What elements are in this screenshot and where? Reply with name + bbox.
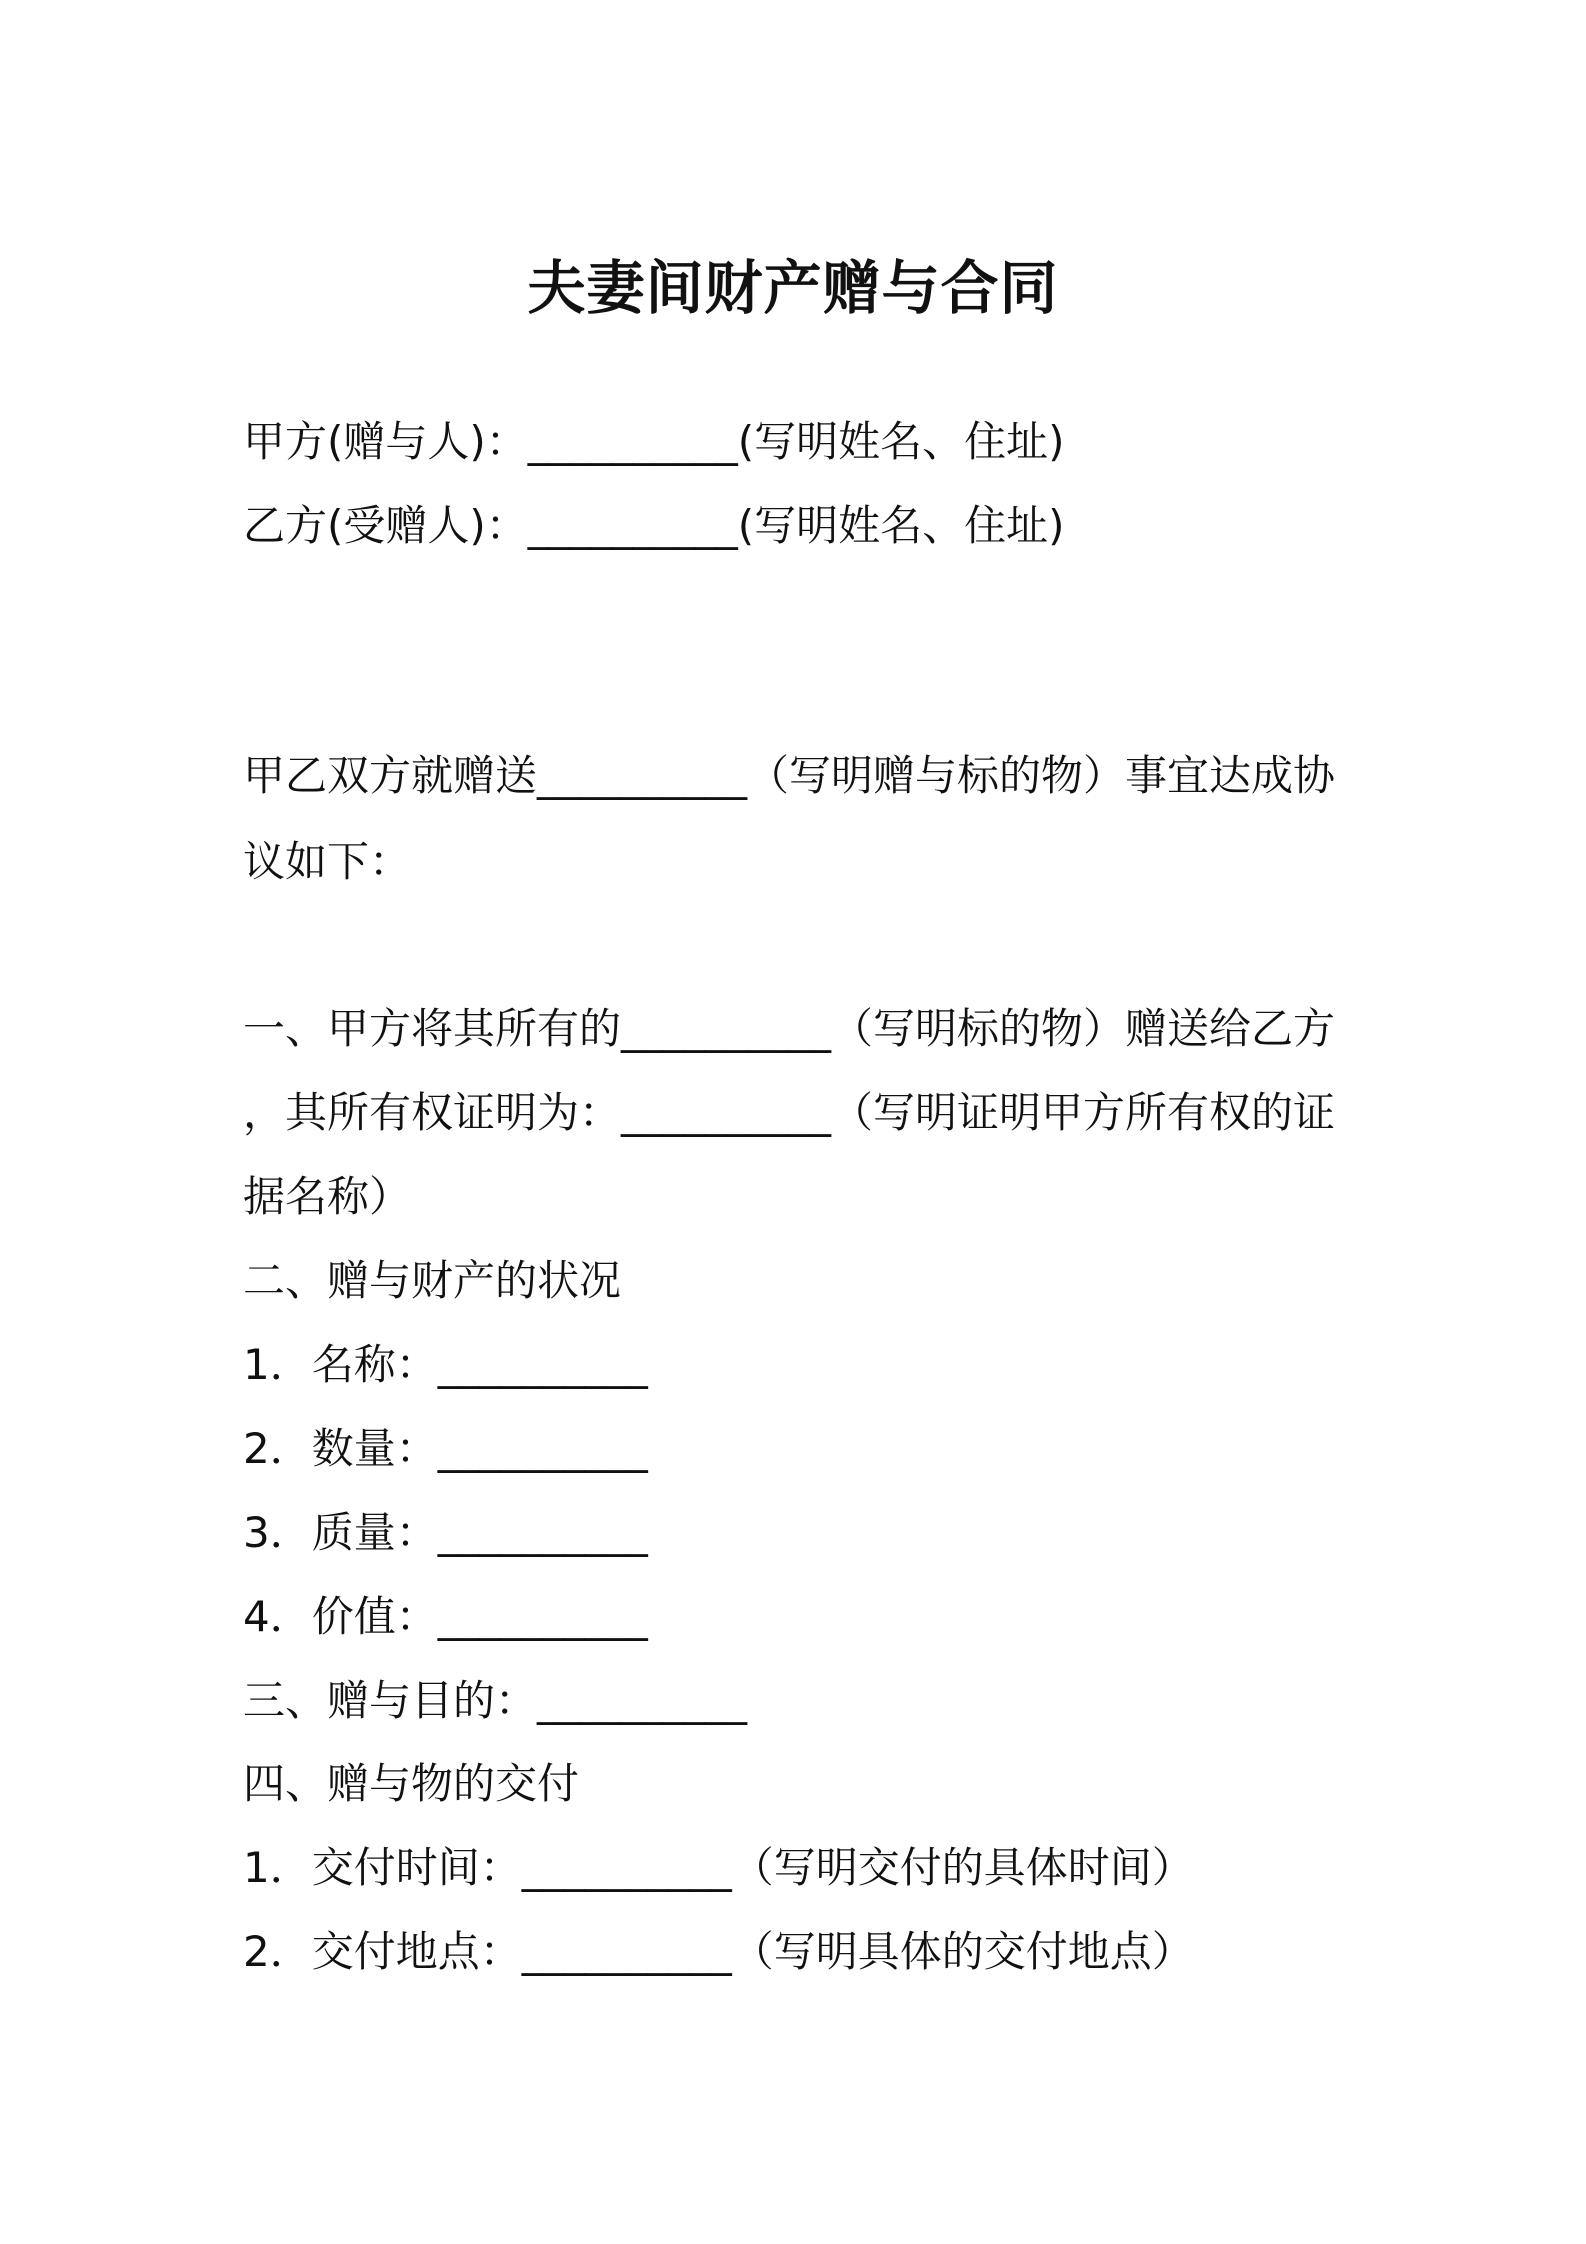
clause-1-line-1: 一、甲方将其所有的__________（写明标的物）赠送给乙方 xyxy=(243,1004,1336,1053)
party-b-line: 乙方(受赠人)：__________(写明姓名、住址) xyxy=(243,501,1065,550)
clause-2-heading: 二、赠与财产的状况 xyxy=(243,1256,622,1305)
party-a-line: 甲方(赠与人)：__________(写明姓名、住址) xyxy=(243,417,1065,466)
clause-2-item-value: 4．价值：__________ xyxy=(243,1592,648,1641)
clause-1-line-3: 据名称） xyxy=(243,1172,412,1221)
clause-2-item-quantity: 2．数量：__________ xyxy=(243,1424,648,1473)
document-title: 夫妻间财产赠与合同 xyxy=(527,254,1059,322)
intro-line-1: 甲乙双方就赠送__________（写明赠与标的物）事宜达成协 xyxy=(243,751,1336,800)
clause-4-heading: 四、赠与物的交付 xyxy=(243,1759,580,1808)
clause-2-item-name: 1．名称：__________ xyxy=(243,1340,648,1389)
clause-4-item-time: 1．交付时间：__________（写明交付的具体时间） xyxy=(243,1843,1194,1892)
clause-1-line-2: ，其所有权证明为：__________（写明证明甲方所有权的证 xyxy=(243,1088,1336,1137)
intro-line-2: 议如下： xyxy=(243,837,412,886)
clause-2-item-quality: 3．质量：__________ xyxy=(243,1508,648,1557)
clause-3-line: 三、赠与目的：__________ xyxy=(243,1676,748,1725)
clause-4-item-place: 2．交付地点：__________（写明具体的交付地点） xyxy=(243,1927,1194,1976)
